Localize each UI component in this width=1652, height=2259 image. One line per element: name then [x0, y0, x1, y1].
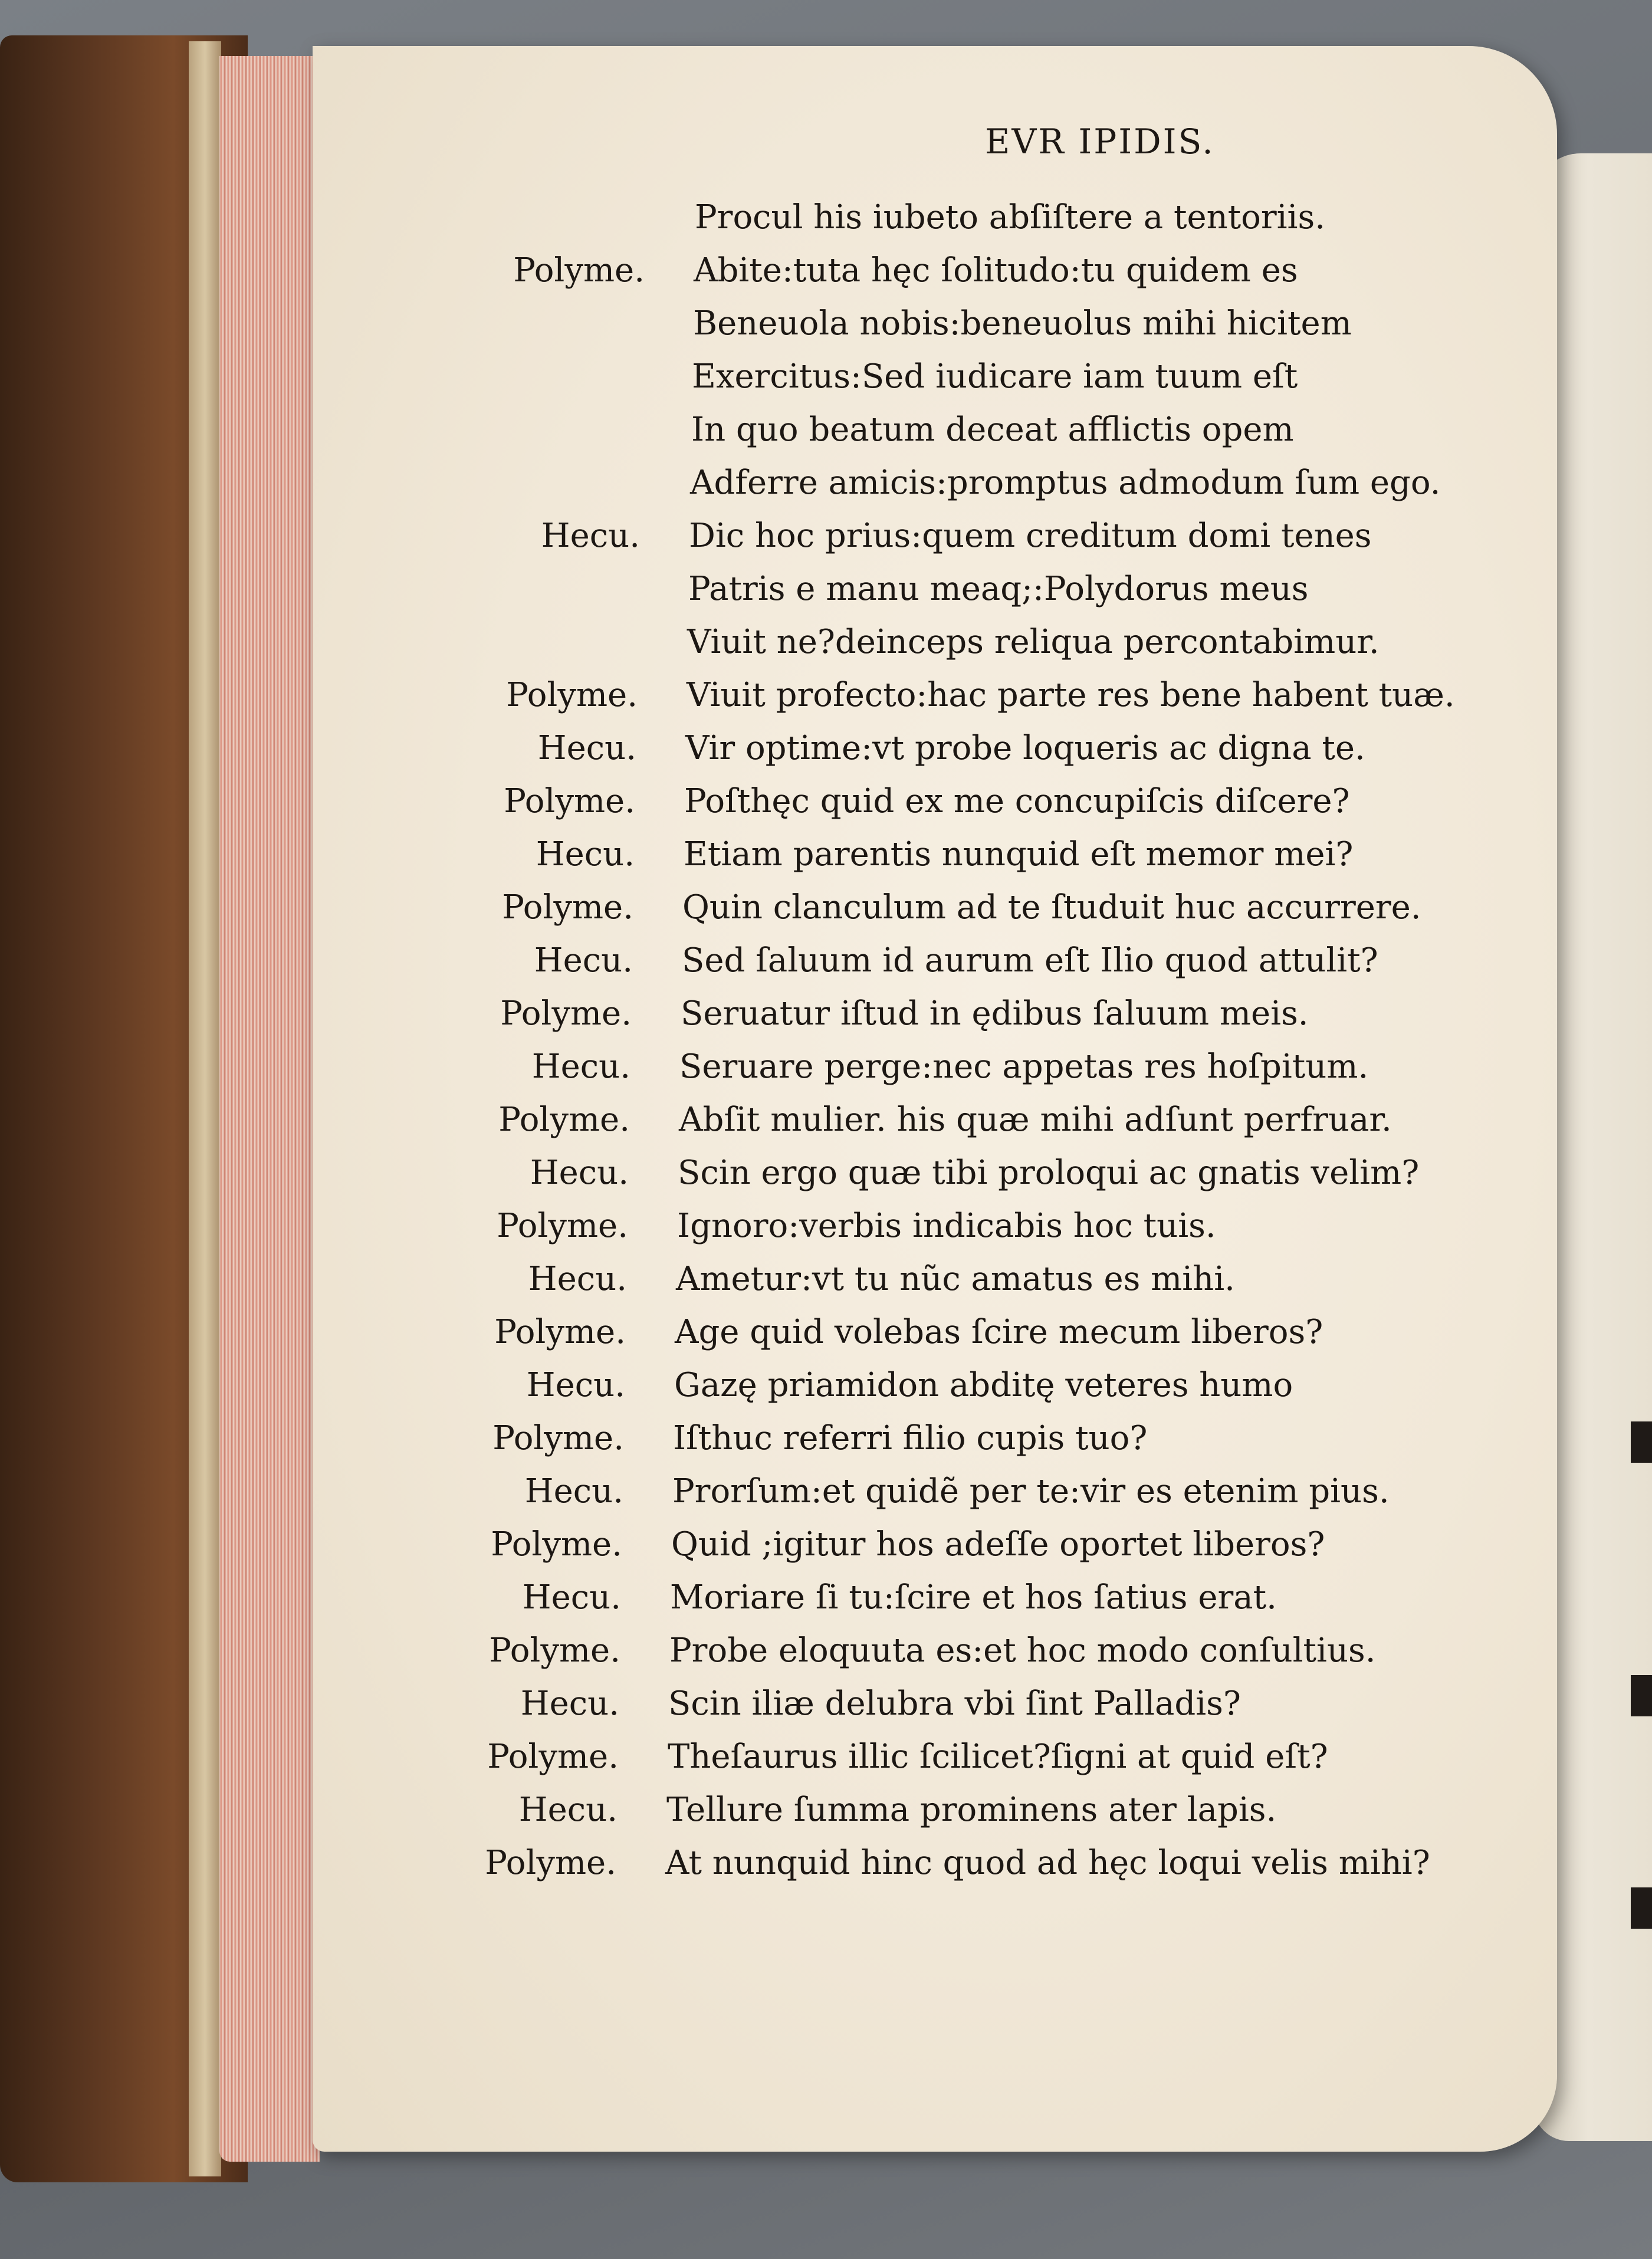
speaker-name: Hecu.	[528, 1260, 627, 1298]
verse-line	[313, 1631, 1557, 1681]
verse-line	[313, 1260, 1557, 1309]
verse-line	[313, 729, 1557, 779]
speaker-name: Hecu.	[536, 835, 635, 874]
verse-text: Vir optime:vt probe loqueris ac digna te.	[685, 729, 1365, 767]
speaker-name: Hecu.	[537, 729, 636, 767]
verse-text: Tellure ſumma prominens ater lapis.	[666, 1791, 1277, 1829]
verse-line	[313, 994, 1557, 1044]
verse-text: Patris e manu meaq;:Polydorus meus	[688, 570, 1309, 608]
verse-line	[313, 1366, 1557, 1416]
speaker-name: Hecu.	[530, 1154, 629, 1192]
verse-line	[313, 1154, 1557, 1203]
verse-text: Seruatur iſtud in ędibus ſaluum meis.	[681, 994, 1309, 1033]
speaker-name: Polyme.	[498, 1101, 630, 1139]
verse-text: Viuit profecto:hac parte res bene habent tuæ.	[687, 676, 1455, 714]
verse-line	[313, 1578, 1557, 1628]
speaker-name: Polyme.	[491, 1525, 622, 1564]
verse-text: Scin ergo quæ tibi proloqui ac gnatis velim?	[678, 1154, 1420, 1192]
speaker-name: Hecu.	[522, 1578, 621, 1617]
speaker-name: Hecu.	[518, 1791, 618, 1829]
verse-text: Sed ſaluum id aurum eſt Ilio quod attulit?	[682, 941, 1378, 980]
facing-page-letter	[1631, 1887, 1652, 1929]
verse-text: Seruare perge:nec appetas res hoſpitum.	[679, 1048, 1369, 1086]
verse-line	[313, 1844, 1557, 1893]
speaker-name: Polyme.	[506, 676, 638, 714]
speaker-name: Polyme.	[502, 888, 633, 927]
running-head: EVR IPIDIS.	[985, 122, 1215, 162]
verse-text: Exercitus:Sed iudicare iam tuum eſt	[692, 357, 1298, 396]
verse-text: Quid ;igitur hos adeſſe oportet liberos?	[671, 1525, 1325, 1564]
speaker-name: Polyme.	[513, 251, 645, 290]
verse-line	[313, 517, 1557, 566]
verse-line	[313, 198, 1557, 248]
verse-line	[313, 304, 1557, 354]
verse-line	[313, 1101, 1557, 1150]
verse-line	[313, 1525, 1557, 1575]
verse-line	[313, 941, 1557, 991]
verse-line	[313, 835, 1557, 885]
verse-text: Moriare ſi tu:ſcire et hos ſatius erat.	[670, 1578, 1277, 1617]
verse-line	[313, 464, 1557, 513]
speaker-name: Polyme.	[494, 1313, 626, 1351]
verse-line	[313, 1791, 1557, 1840]
verse-line	[313, 676, 1557, 725]
verse-text: Abſit mulier. his quæ mihi adſunt perfruar.	[679, 1101, 1392, 1139]
verse-text: Dic hoc prius:quem creditum domi tenes	[689, 517, 1372, 555]
verse-text: Procul his iubeto abſiſtere a tentoriis.	[695, 198, 1326, 237]
verse-line	[313, 1472, 1557, 1522]
verse-line	[313, 623, 1557, 672]
verse-text: In quo beatum deceat afflictis opem	[691, 411, 1294, 449]
verse-line	[313, 1313, 1557, 1362]
speaker-name: Hecu.	[534, 941, 633, 980]
speaker-name: Polyme.	[489, 1631, 620, 1670]
speaker-name: Polyme.	[504, 782, 635, 820]
facing-page-letter	[1631, 1675, 1652, 1716]
verse-line	[313, 1207, 1557, 1256]
verse-text: Beneuola nobis:beneuolus mihi hicitem	[693, 304, 1352, 343]
verse-text: Abite:tuta hęc ſolitudo:tu quidem es	[694, 251, 1298, 290]
speaker-name: Polyme.	[485, 1844, 616, 1882]
verse-text: Ignoro:verbis indicabis hoc tuis.	[677, 1207, 1216, 1245]
speaker-name: Hecu.	[531, 1048, 630, 1086]
speaker-name: Hecu.	[520, 1685, 619, 1723]
verse-text: Poſthęc quid ex me concupiſcis diſcere?	[684, 782, 1350, 820]
verse-line	[313, 251, 1557, 301]
verse-text: Ametur:vt tu nũc amatus es mihi.	[676, 1260, 1235, 1298]
verse-line	[313, 1738, 1557, 1787]
verse-line	[313, 782, 1557, 832]
speaker-name: Polyme.	[497, 1207, 628, 1245]
verse-text: Iſthuc referri filio cupis tuo?	[673, 1419, 1148, 1457]
page-edges	[219, 56, 320, 2162]
verse-text: Etiam parentis nunquid eſt memor mei?	[684, 835, 1354, 874]
verse-line	[313, 1048, 1557, 1097]
verse-text: Quin clanculum ad te ſtuduit huc accurrere.	[682, 888, 1421, 927]
book-page	[313, 46, 1557, 2152]
verse-line	[313, 888, 1557, 938]
verse-text: At nunquid hinc quod ad hęc loqui velis mihi?	[665, 1844, 1430, 1882]
verse-text: Prorſum:et quidẽ per te:vir es etenim pius.	[672, 1472, 1390, 1511]
verse-text: Gazę priamidon abditę veteres humo	[674, 1366, 1293, 1404]
verse-text: Scin iliæ delubra vbi ſint Palladis?	[668, 1685, 1241, 1723]
verse-line	[313, 1419, 1557, 1469]
verse-text: Age quid volebas ſcire mecum liberos?	[675, 1313, 1323, 1351]
speaker-name: Polyme.	[492, 1419, 624, 1457]
verse-line	[313, 1685, 1557, 1734]
speaker-name: Hecu.	[541, 517, 640, 555]
facing-page-letter	[1631, 1421, 1652, 1463]
speaker-name: Polyme.	[500, 994, 632, 1033]
speaker-name: Hecu.	[526, 1366, 625, 1404]
verse-line	[313, 357, 1557, 407]
verse-text: Theſaurus illic ſcilicet?ſigni at quid eſt?	[668, 1738, 1328, 1776]
verse-line	[313, 411, 1557, 460]
verse-text: Probe eloquuta es:et hoc modo conſultius.	[669, 1631, 1376, 1670]
verse-line	[313, 570, 1557, 619]
verse-text: Adferre amicis:promptus admodum ſum ego.	[690, 464, 1441, 502]
verse-text: Viuit ne?deinceps reliqua percontabimur.	[687, 623, 1380, 661]
speaker-name: Hecu.	[524, 1472, 623, 1511]
speaker-name: Polyme.	[487, 1738, 619, 1776]
cover-edge	[189, 41, 221, 2176]
